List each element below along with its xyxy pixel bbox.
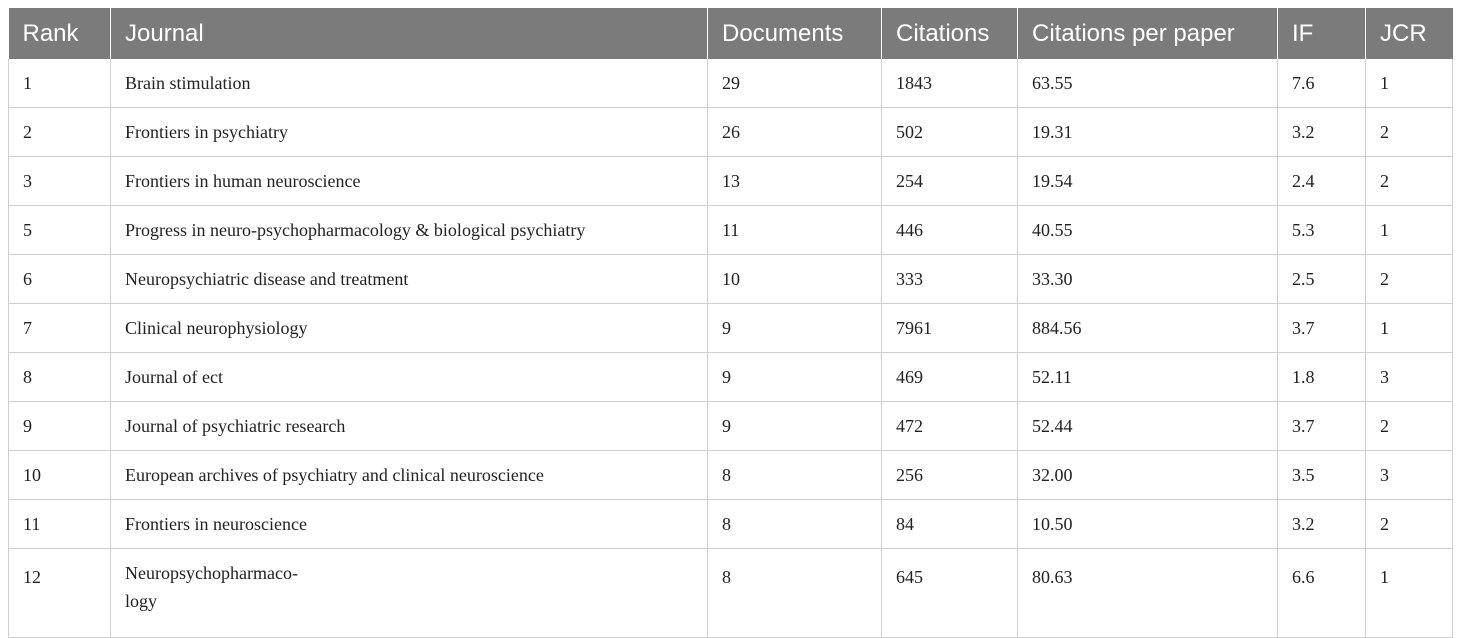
cell-if: 6.6: [1278, 549, 1366, 638]
cell-journal: [111, 549, 708, 638]
cell-journal: Neuropsychiatric disease and treatment: [111, 255, 708, 304]
cell-if: 7.6: [1278, 59, 1366, 108]
cell-citations-per-paper: 33.30: [1018, 255, 1278, 304]
cell-jcr: 2: [1366, 500, 1453, 549]
cell-journal: Frontiers in neuroscience: [111, 500, 708, 549]
cell-jcr: 3: [1366, 353, 1453, 402]
cell-citations-per-paper: 63.55: [1018, 59, 1278, 108]
cell-if: 3.7: [1278, 402, 1366, 451]
cell-documents: 26: [708, 108, 882, 157]
cell-citations: 502: [882, 108, 1018, 157]
header-citations: Citations: [882, 8, 1018, 59]
cell-documents: 10: [708, 255, 882, 304]
cell-jcr: 1: [1366, 304, 1453, 353]
cell-rank: 10: [9, 451, 111, 500]
table-header-row: [9, 8, 1453, 59]
header-jcr: JCR: [1366, 8, 1453, 59]
cell-citations: 254: [882, 157, 1018, 206]
cell-journal: Frontiers in psychiatry: [111, 108, 708, 157]
cell-jcr: 1: [1366, 59, 1453, 108]
cell-rank: 1: [9, 59, 111, 108]
cell-citations-per-paper: 80.63: [1018, 549, 1278, 638]
cell-if: 1.8: [1278, 353, 1366, 402]
table-row: [9, 402, 1453, 451]
table-row: [9, 108, 1453, 157]
cell-citations-per-paper: 40.55: [1018, 206, 1278, 255]
cell-citations-per-paper: 52.11: [1018, 353, 1278, 402]
journal-table-container: [8, 8, 1452, 638]
cell-jcr: 2: [1366, 402, 1453, 451]
cell-documents: 8: [708, 500, 882, 549]
table-row: [9, 304, 1453, 353]
cell-citations: 7961: [882, 304, 1018, 353]
table-row: [9, 353, 1453, 402]
cell-journal: Brain stimulation: [111, 59, 708, 108]
cell-rank: 7: [9, 304, 111, 353]
cell-documents: 13: [708, 157, 882, 206]
cell-if: 2.4: [1278, 157, 1366, 206]
cell-if: 3.2: [1278, 108, 1366, 157]
journal-line-2: logy: [125, 591, 158, 611]
cell-citations: 645: [882, 549, 1018, 638]
header-if: IF: [1278, 8, 1366, 59]
table-row: [9, 206, 1453, 255]
cell-documents: 29: [708, 59, 882, 108]
cell-citations-per-paper: 32.00: [1018, 451, 1278, 500]
cell-citations: 256: [882, 451, 1018, 500]
cell-citations-per-paper: 19.31: [1018, 108, 1278, 157]
table-row: [9, 157, 1453, 206]
cell-jcr: 2: [1366, 157, 1453, 206]
table-row: [9, 500, 1453, 549]
cell-jcr: 2: [1366, 108, 1453, 157]
cell-documents: 9: [708, 353, 882, 402]
cell-rank: 3: [9, 157, 111, 206]
cell-if: 5.3: [1278, 206, 1366, 255]
cell-jcr: 2: [1366, 255, 1453, 304]
cell-journal: European archives of psychiatry and clinical neuroscience: [111, 451, 708, 500]
table-row: [9, 549, 1453, 638]
cell-rank: 5: [9, 206, 111, 255]
cell-documents: 11: [708, 206, 882, 255]
cell-citations-per-paper: 52.44: [1018, 402, 1278, 451]
cell-citations-per-paper: 884.56: [1018, 304, 1278, 353]
cell-citations-per-paper: 10.50: [1018, 500, 1278, 549]
cell-journal: Clinical neurophysiology: [111, 304, 708, 353]
cell-jcr: 1: [1366, 549, 1453, 638]
table-row: [9, 59, 1453, 108]
cell-rank: 6: [9, 255, 111, 304]
cell-if: 3.2: [1278, 500, 1366, 549]
header-rank: Rank: [9, 8, 111, 59]
cell-jcr: 1: [1366, 206, 1453, 255]
header-journal: Journal: [111, 8, 708, 59]
cell-if: 3.7: [1278, 304, 1366, 353]
table-row: [9, 451, 1453, 500]
cell-if: 3.5: [1278, 451, 1366, 500]
cell-rank: 8: [9, 353, 111, 402]
cell-citations: 333: [882, 255, 1018, 304]
cell-documents: 8: [708, 549, 882, 638]
cell-documents: 9: [708, 402, 882, 451]
cell-if: 2.5: [1278, 255, 1366, 304]
cell-rank: 12: [9, 549, 111, 638]
cell-rank: 11: [9, 500, 111, 549]
cell-citations: 469: [882, 353, 1018, 402]
cell-documents: 8: [708, 451, 882, 500]
header-citations-per-paper: Citations per paper: [1018, 8, 1278, 59]
cell-citations: 1843: [882, 59, 1018, 108]
journal-line-1: Neuropsychopharmaco-: [125, 563, 298, 583]
cell-rank: 9: [9, 402, 111, 451]
cell-citations: 472: [882, 402, 1018, 451]
cell-journal: Journal of ect: [111, 353, 708, 402]
cell-citations: 84: [882, 500, 1018, 549]
cell-jcr: 3: [1366, 451, 1453, 500]
cell-citations-per-paper: 19.54: [1018, 157, 1278, 206]
cell-journal: Frontiers in human neuroscience: [111, 157, 708, 206]
cell-journal: Journal of psychiatric research: [111, 402, 708, 451]
cell-citations: 446: [882, 206, 1018, 255]
header-documents: Documents: [708, 8, 882, 59]
table-row: [9, 255, 1453, 304]
cell-rank: 2: [9, 108, 111, 157]
cell-journal: Progress in neuro-psychopharmacology & biological psychiatry: [111, 206, 708, 255]
journal-table: [8, 8, 1453, 638]
cell-documents: 9: [708, 304, 882, 353]
